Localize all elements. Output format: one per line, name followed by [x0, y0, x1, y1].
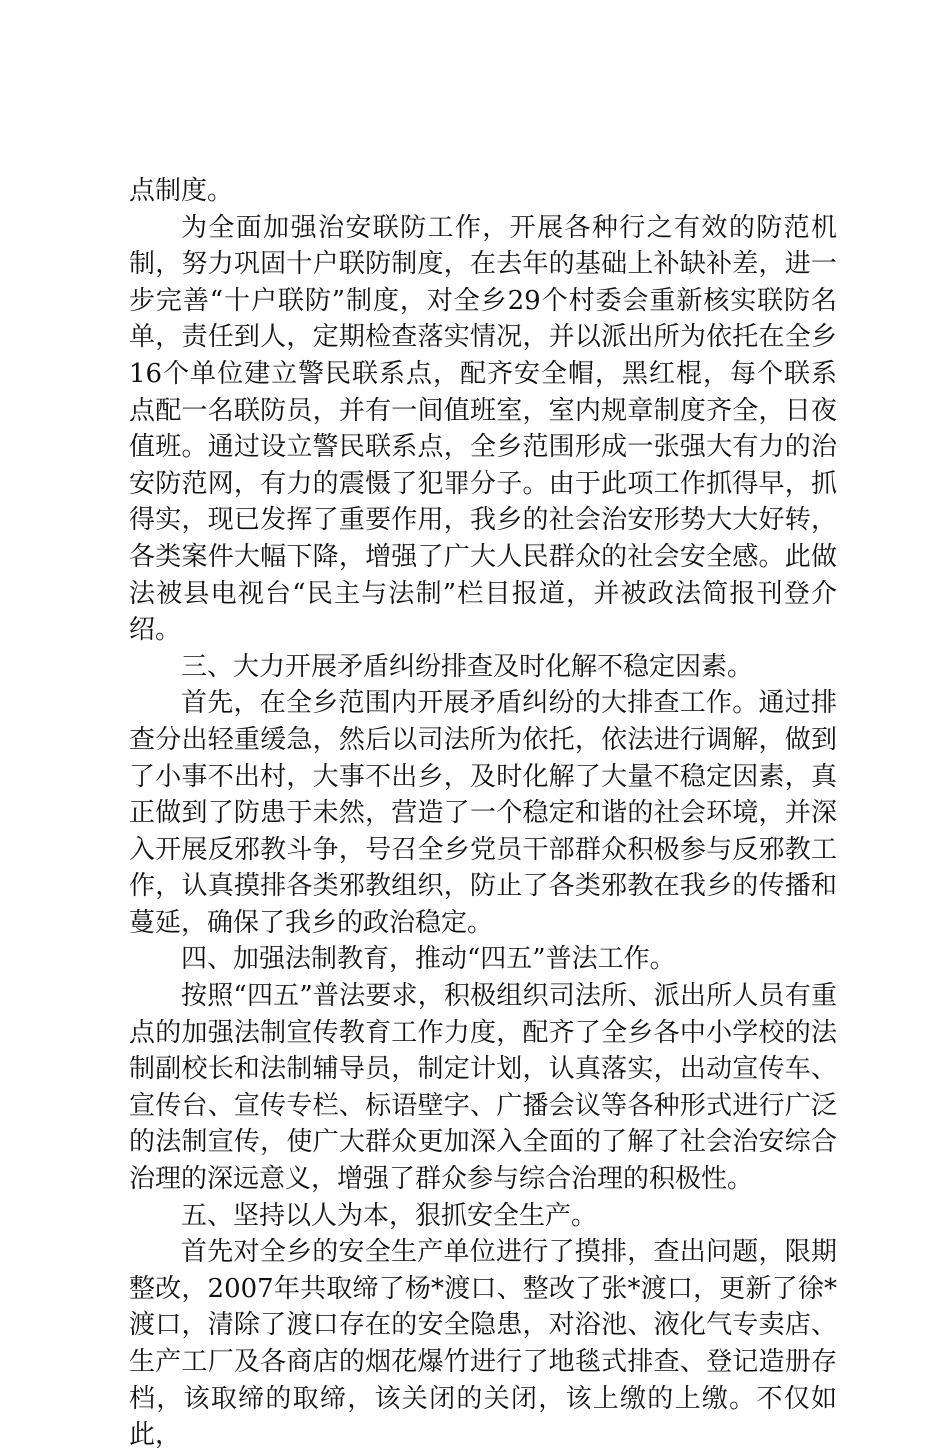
document-body — [129, 173, 837, 1454]
paragraph: 点制度。 — [129, 176, 234, 206]
section-heading: 四、加强法制教育，推动“四五”普法工作。 — [181, 944, 676, 975]
paragraph: 按照“四五”普法要求，积极组织司法所、派出所人员有重点的加强法制宣传教育工作力度，配齐了全乡各中小学校的法制副校长和法制辅导员，制定计划，认真落实，出动宣传车、宣传台、宣传专栏、标语壁字、广播会议等各种形式进行广泛的法制宣传，使广大群众更加深入全面的了解了社会治安综合治理的深远意义，增强了群众参与综合治理的积极性。 — [129, 981, 837, 1195]
paragraph: 为全面加强治安联防工作，开展各种行之有效的防范机制，努力巩固十户联防制度，在去年的基础上补缺补差，进一步完善“十户联防”制度，对全乡29个村委会重新核实联防名单，责任到人，定期检查落实情况，并以派出所为依托在全乡16个单位建立警民联系点，配齐安全帽，黑红棍，每个联系点配一名联防员，并有一间值班室，室内规章制度齐全，日夜值班。通过设立警民联系点，全乡范围形成一张强大有力的治安防范网，有力的震慑了犯罪分子。由于此项工作抓得早，抓得实，现已发挥了重要作用，我乡的社会治安形势大大好转，各类案件大幅下降，增强了广大人民群众的社会安全感。此做法被县电视台“民主与法制”栏目报道，并被政法简报刊登介绍。 — [129, 212, 837, 646]
section-heading: 三、大力开展矛盾纠纷排查及时化解不稳定因素。 — [181, 651, 754, 682]
paragraph: 首先对全乡的安全生产单位进行了摸排，查出问题，限期整改，2007年共取缔了杨*渡口、整改了张*渡口，更新了徐*渡口，清除了渡口存在的安全隐患，对浴池、液化气专卖店、生产工厂及各商店的烟花爆竹进行了地毯式排查、登记造册存档，该取缔的取缔，该关闭的关闭，该上缴的上缴。不仅如此， — [129, 1237, 837, 1451]
section-heading: 五、坚持以人为本，狠抓安全生产。 — [181, 1200, 598, 1231]
paragraph: 首先，在全乡范围内开展矛盾纠纷的大排查工作。通过排查分出轻重缓急，然后以司法所为依托，依法进行调解，做到了小事不出村，大事不出乡，及时化解了大量不稳定因素，真正做到了防患于未然，营造了一个稳定和谐的社会环境，并深入开展反邪教斗争，号召全乡党员干部群众积极参与反邪教工作，认真摸排各类邪教组织，防止了各类邪教在我乡的传播和蔓延，确保了我乡的政治稳定。 — [129, 688, 837, 938]
